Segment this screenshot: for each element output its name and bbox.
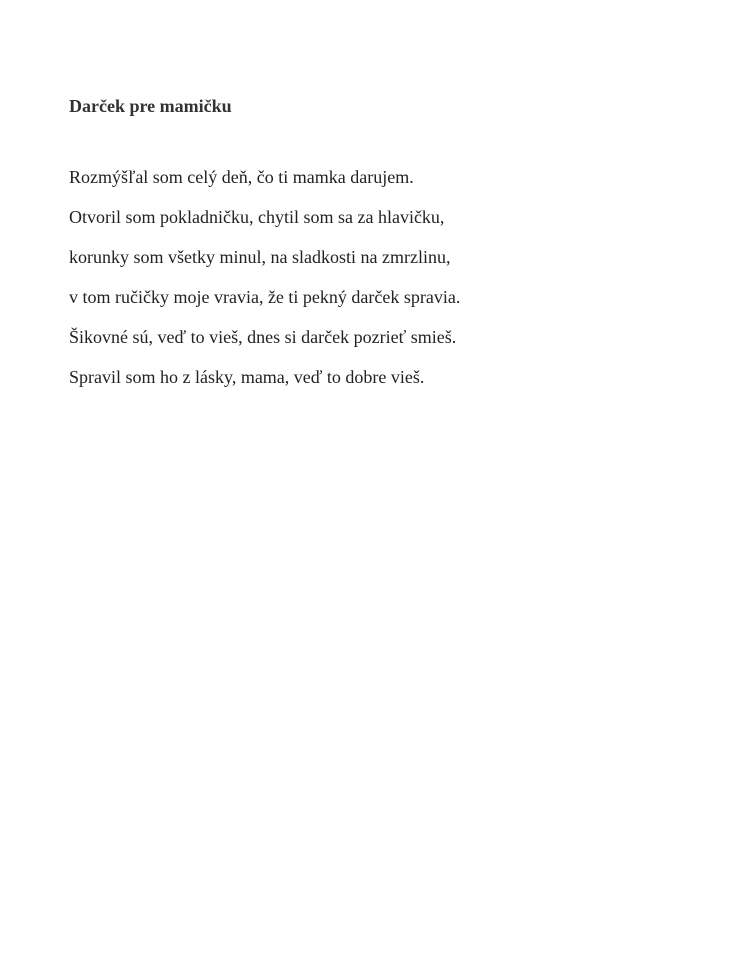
poem-line: Spravil som ho z lásky, mama, veď to dobre vieš.: [69, 367, 425, 387]
poem-line: Otvoril som pokladničku, chytil som sa za hlavičku,: [69, 207, 445, 227]
poem-line: korunky som všetky minul, na sladkosti na zmrzlinu,: [69, 247, 451, 267]
page-title: Darček pre mamičku: [69, 96, 232, 116]
poem-body: [69, 165, 460, 405]
poem-line: v tom ručičky moje vravia, že ti pekný darček spravia.: [69, 287, 461, 307]
poem-line: Šikovné sú, veď to vieš, dnes si darček pozrieť smieš.: [69, 327, 457, 347]
poem-line: Rozmýšľal som celý deň, čo ti mamka darujem.: [69, 167, 414, 187]
